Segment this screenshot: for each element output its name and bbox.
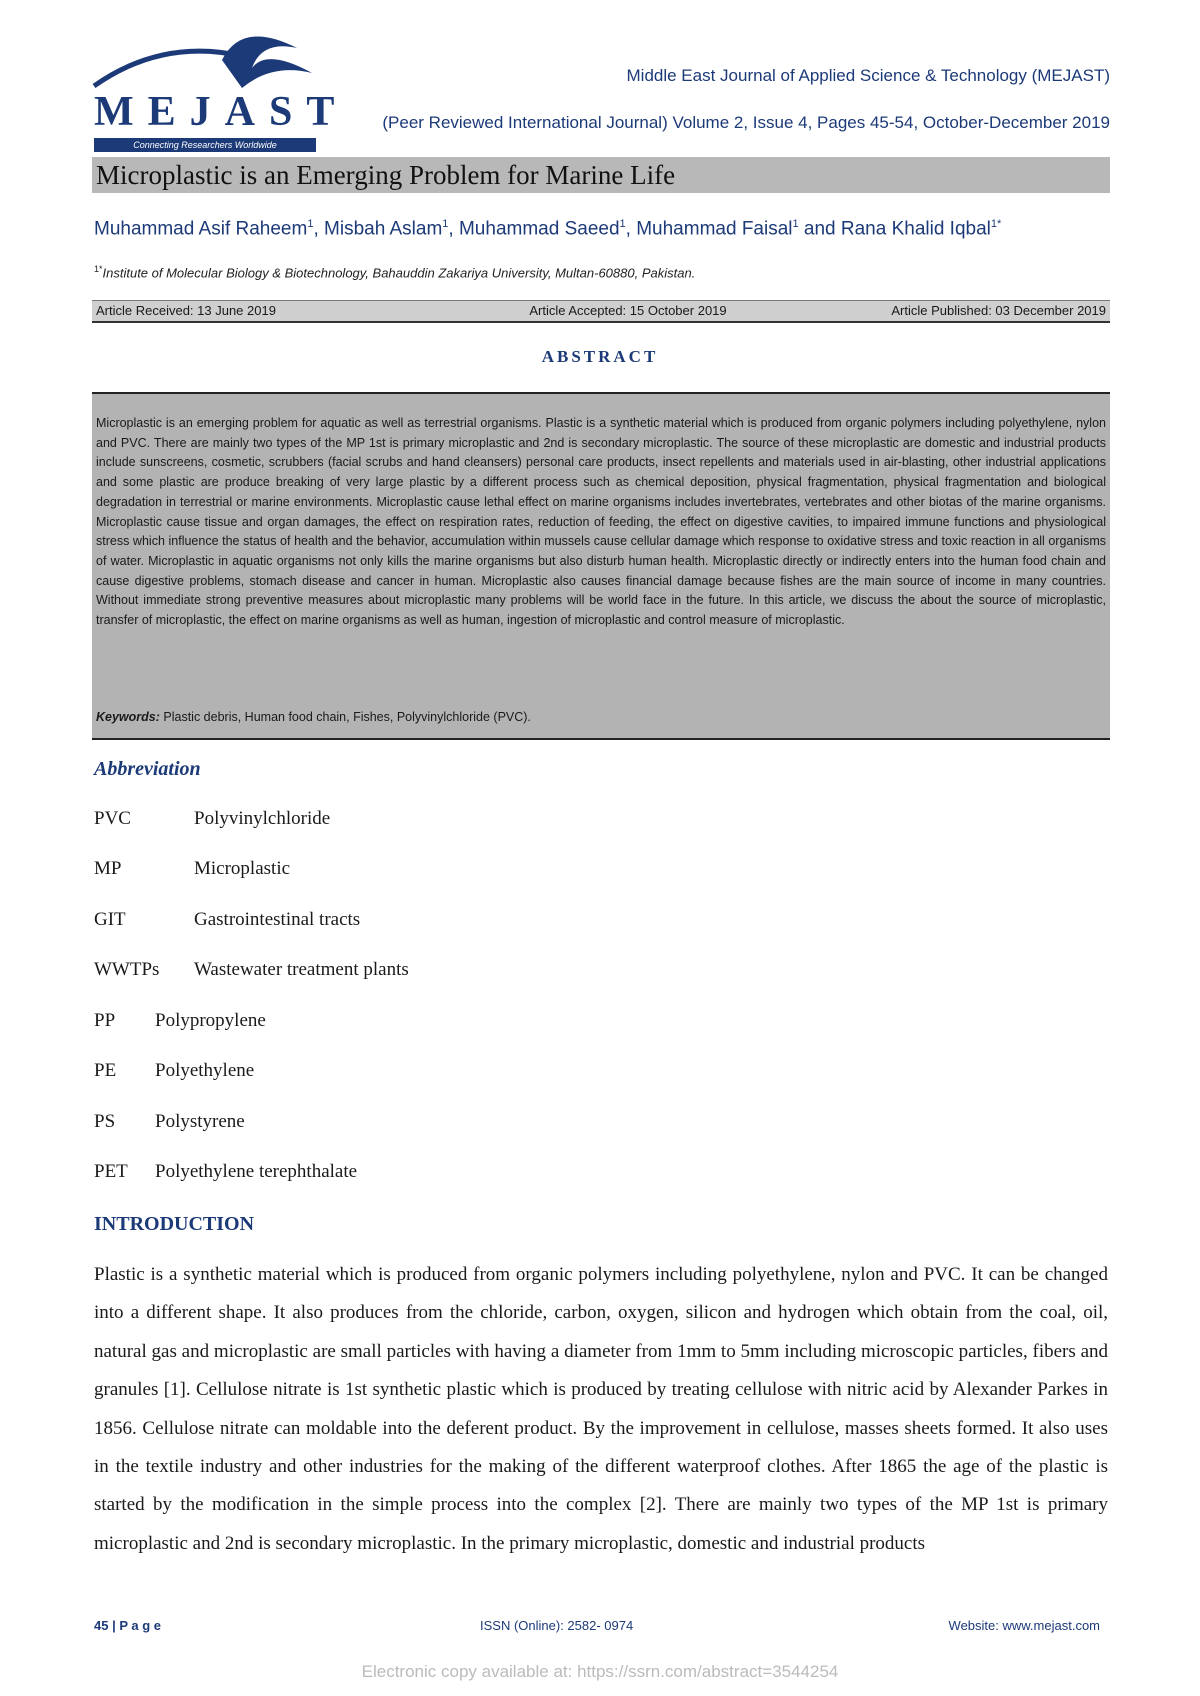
author-name: Rana Khalid Iqbal	[840, 218, 991, 240]
abbreviation-term: PE	[94, 1060, 117, 1081]
author-list: Muhammad Asif Raheem$^1$, Misbah Aslam$^1$, Muhammad Saeed$^1$, Muhammad Faisal$^1$ and Rana Khalid Iqbal$^{1*}$	[94, 218, 1002, 240]
keywords-text: Plastic debris, Human food chain, Fishes, Polyvinylchloride (PVC).	[163, 710, 531, 724]
author-name: Muhammad Asif Raheem	[94, 218, 308, 240]
logo-text: MEJAST	[94, 89, 349, 135]
journal-logo	[92, 18, 349, 150]
abbreviation-term: PVC	[94, 808, 131, 829]
article-dates	[92, 300, 1110, 323]
author-name: Misbah Aslam	[324, 218, 443, 240]
author-sup: 1	[619, 218, 626, 230]
logo-tagline: Connecting Researchers Worldwide	[94, 138, 316, 152]
abbreviation-term: PET	[94, 1161, 128, 1182]
author-name: Muhammad Faisal	[636, 218, 793, 240]
journal-info: (Peer Reviewed International Journal) Volume 2, Issue 4, Pages 45-54, October-December 2019	[382, 113, 1110, 132]
title-bar	[92, 157, 1110, 193]
journal-name: Middle East Journal of Applied Science & Technology (MEJAST)	[626, 66, 1110, 85]
abbreviation-definition: Polyethylene terephthalate	[155, 1161, 358, 1182]
abbreviation-definition: Polyvinylchloride	[194, 808, 331, 829]
accepted-date: Article Accepted: 15 October 2019	[529, 303, 727, 318]
affiliation	[94, 264, 695, 280]
abbreviation-definition: Polypropylene	[155, 1010, 266, 1031]
page-number: 45 | P a g e	[94, 1618, 161, 1633]
keywords-label: Keywords:	[96, 710, 160, 724]
abbreviation-row	[94, 1161, 357, 1183]
author-name: Muhammad Saeed	[458, 218, 620, 240]
abbreviation-definition: Polystyrene	[155, 1111, 245, 1132]
abbreviation-heading: Abbreviation	[94, 758, 201, 780]
author-sup: 1	[307, 218, 314, 230]
author-sup: 1	[792, 218, 799, 230]
abbreviation-row	[94, 959, 409, 981]
received-date: Article Received: 13 June 2019	[96, 303, 276, 318]
article-title: Microplastic is an Emerging Problem for Marine Life	[96, 160, 676, 190]
introduction-text: Plastic is a synthetic material which is produced from organic polymers including polyethylene, nylon and PVC. It can be changed into a different shape. It also produces from the chloride, carbon, oxygen, silicon and hydrogen which obtain from the coal, oil, natural gas and microplastic are small particles with having a diameter from 1mm to 5mm including microscopic particles, fibers and granules [1]. Cellulose nitrate is 1st synthetic plastic which is produced by treating cellulose with nitric acid by Alexander Parkes in 1856. Cellulose nitrate can moldable into the deferent product. By the improvement in cellulose, masses sheets formed. It also uses in the textile industry and other industries for the making of the different waterproof clothes. After 1865 the age of the plastic is started by the modification in the simple process into the complex [2]. There are mainly two types of the MP 1st is primary microplastic and 2nd is secondary microplastic. In the primary microplastic, domestic and industrial products	[94, 1264, 1108, 1554]
abbreviation-term: WWTPs	[94, 959, 160, 980]
author-sup: 1	[442, 218, 449, 230]
website-link[interactable]: Website: www.mejast.com	[948, 1618, 1100, 1633]
abbreviation-definition: Polyethylene	[155, 1060, 255, 1081]
published-date: Article Published: 03 December 2019	[891, 303, 1106, 318]
abbreviation-row	[94, 858, 290, 880]
issn: ISSN (Online): 2582- 0974	[480, 1618, 634, 1633]
keywords	[96, 710, 531, 724]
abbreviation-term: GIT	[94, 909, 126, 930]
abbreviation-row	[94, 909, 360, 931]
abstract-heading: ABSTRACT	[541, 347, 659, 366]
affiliation-sup: 1*	[94, 264, 103, 274]
author-sup: 1*	[990, 218, 1002, 230]
abbreviation-row	[94, 1060, 254, 1082]
ssrn-watermark[interactable]: Electronic copy available at: https://ssrn.com/abstract=3544254	[361, 1662, 839, 1681]
abbreviation-row	[94, 1010, 266, 1032]
abbreviation-term: PP	[94, 1010, 116, 1031]
abbreviation-definition: Gastrointestinal tracts	[194, 909, 361, 930]
abbreviation-term: MP	[94, 858, 122, 879]
affiliation-text: Institute of Molecular Biology & Biotechnology, Bahauddin Zakariya University, Multan-60880, Pakistan.	[102, 265, 696, 281]
abbreviation-term: PS	[94, 1111, 116, 1132]
abstract-box	[92, 392, 1110, 740]
abbreviation-definition: Microplastic	[194, 858, 291, 879]
abbreviation-definition: Wastewater treatment plants	[194, 959, 409, 980]
abstract-text: Microplastic is an emerging problem for aquatic as well as terrestrial organisms. Plastic is a synthetic material which is produced from organic polymers including polyethylene, nylon and PVC. There are mainly two types of the MP 1st is primary microplastic and 2nd is secondary microplastic. The source of these microplastic are domestic and industrial products include sunscreens, cosmetic, scrubbers (facial scrubs and hand cleansers) personal care products, insect repellents and materials used in air-blasting, other industrial applications and some plastic are produce breaking of very large plastic by a different process such as chemical deposition, physical fragmentation, physical fragmentation and biological degradation in terrestrial or marine environments. Microplastic cause lethal effect on marine organisms includes invertebrates, vertebrates and other biotas of the marine organisms. Microplastic cause tissue and organ damages, the effect on respiration rates, reduction of feeding, the effect on digestive cavities, to impaired immune functions and physiological stress which influence the status of health and the behavior, accumulation within mussels cause cellular damage which response to oxidative stress and toxic reaction in all organisms of water. Microplastic in aquatic organisms not only kills the marine organisms but also disturb human health. Microplastic directly or indirectly enters into the human food chain and cause digestive problems, stomach disease and cancer in human. Microplastic also causes financial damage because fishes are the main source of income in many countries. Without immediate strong preventive measures about microplastic many problems will be world face in the future. In this article, we discuss the about the source of microplastic, transfer of microplastic, the effect on marine organisms as well as human, ingestion of microplastic and control measure of microplastic.	[96, 416, 1106, 628]
introduction-heading: INTRODUCTION	[94, 1213, 255, 1235]
abbreviation-row	[94, 1111, 245, 1133]
abbreviation-row	[94, 808, 330, 830]
